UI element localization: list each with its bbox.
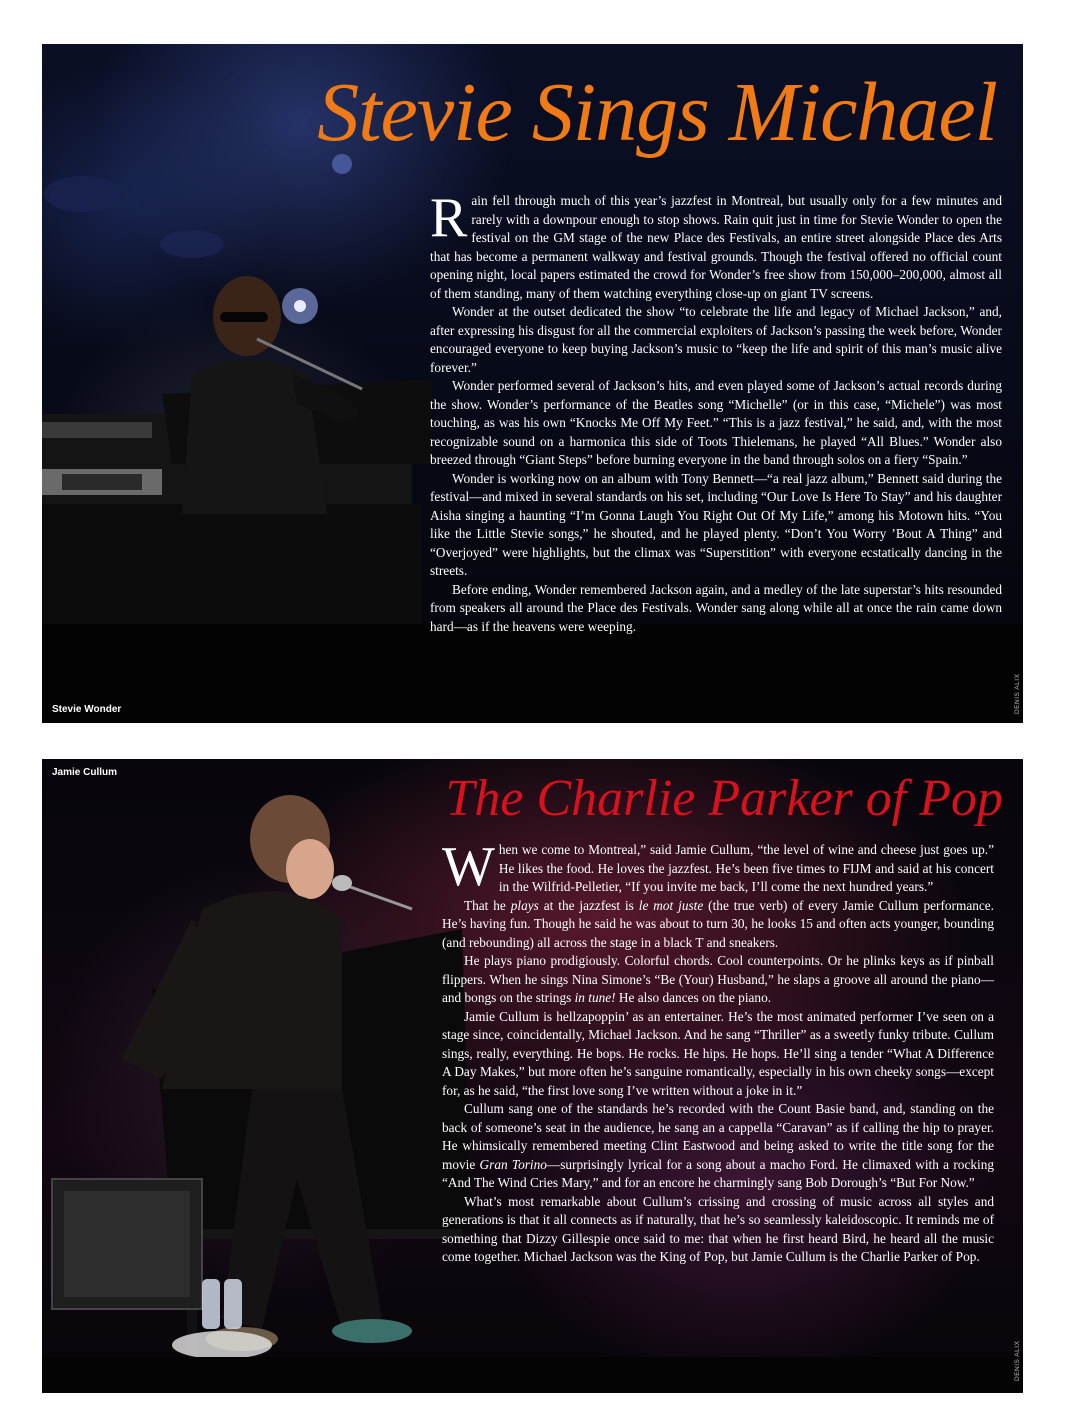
article-paragraph: Cullum sang one of the standards he’s recorded with the Count Basie band, and, standing on the back of someone’s seat in the audience, he sang an a cappella “Caravan” as if calling the hip to prayer. He whimsically remembered meeting Clint Eastwood and being asked to write the title song for the movie Gran Torino—surprisingly lyrical for a song about a macho Ford. He climaxed with a rocking “And The Wind Cries Mary,” and for an encore he charmingly sang Bob Dorough’s “But For Now.” bbox=[442, 1101, 994, 1190]
drop-cap: W bbox=[442, 836, 495, 898]
story-article bbox=[442, 836, 995, 1267]
story-article bbox=[430, 187, 1002, 636]
article-paragraph: Wonder performed several of Jackson’s hits, and even played some of Jackson’s actual records during the show. Wonder’s performance of the Beatles song “Michelle” (or in this case, “Michele”) was most touching, as was his own “Knocks Me Off My Feet.” “This is a jazz festival,” he said, and, with the most recognizable sound on a harmonica this side of Toots Thielemans, he played “All Blues.” Wonder also breezed through “Giant Steps” before burning everyone in the band through solos on a fiery “Spain.” bbox=[430, 378, 1002, 467]
article-paragraph: Wonder is working now on an album with Tony Bennett—“a real jazz album,” Bennett said during the festival—and mixed in several standards on his set, including “Our Love Is Here To Stay” and his daughter Aisha singing a haunting “I’m Gonna Laugh You Right Out Of My Life,” among his Motown hits. “You like the Little Stevie songs,” he shouted, and he played plenty. “Don’t You Worry ’Bout A Thing” and “Overjoyed” were highlights, but the climax was “Superstition” with everyone ecstatically dancing in the streets. bbox=[430, 470, 1002, 578]
article-paragraph: He plays piano prodigiously. Colorful chords. Cool counterpoints. Or he plinks keys as if pinball flippers. When he sings Nina Simone’s “Be (Your) Husband,” he slaps a groove all around the piano—and bongs on the strings in tune! He also dances on the piano. bbox=[442, 953, 994, 1005]
story-title: Stevie Sings Michael bbox=[317, 66, 997, 159]
photo-caption: Jamie Cullum bbox=[52, 767, 118, 778]
article-paragraph: When we come to Montreal,” said Jamie Cullum, “the level of wine and cheese just goes up.” He likes the food. He loves the jazzfest. He’s been five times to FIJM and said at his concert in the Wilfrid-Pelletier, “If you invite me back, I’ll come the next hundred years.” bbox=[442, 836, 994, 898]
article-paragraph: Rain fell through much of this year’s jazzfest in Montreal, but usually only for a few minutes and rarely with a downpour enough to stop shows. Rain quit just in time for Stevie Wonder to open the festival on the GM stage of the new Place des Festivals, an entire street alongside Place des Arts that has become a permanent walkway and festival grounds. Though the festival offered no official count opening night, local papers estimated the crowd for Wonder’s free show from 150,000–200,000, almost all of them standing, many of them watching everything close-up on giant TV screens. bbox=[430, 187, 1002, 301]
drop-cap: R bbox=[430, 187, 468, 249]
article-paragraph: Before ending, Wonder remembered Jackson again, and a medley of the late superstar’s hits resounded from speakers all around the Place des Festivals. Wonder sang along while all at once the rain came down hard—as if the heavens were weeping. bbox=[430, 581, 1002, 634]
article-paragraph: What’s most remarkable about Cullum’s crissing and crossing of music across all styles and generations is that it all connects as if naturally, that he’s so seamlessly kaleidoscopic. It reminds me of something that Dizzy Gillespie once said to me: that when he first heard Bird, he heard all the music come together. Michael Jackson was the King of Pop, but Jamie Cullum is the Charlie Parker of Pop. bbox=[442, 1193, 994, 1264]
stevie-wonder-story bbox=[42, 44, 1023, 723]
article-paragraph: That he plays at the jazzfest is le mot juste (the true verb) of every Jamie Cullum performance. He’s having fun. Though he said he was about to turn 30, he looks 15 and often acts younger, bounding (and rebounding) all across the stage in a black T and sneakers. bbox=[442, 897, 995, 950]
photo-credit: DENIS ALIX bbox=[1014, 673, 1021, 714]
photo-credit: DENIS ALIX bbox=[1014, 1340, 1021, 1381]
jamie-cullum-story bbox=[42, 759, 1023, 1393]
photo-caption: Stevie Wonder bbox=[52, 704, 122, 715]
story-title: The Charlie Parker of Pop bbox=[445, 770, 1003, 827]
article-paragraph: Jamie Cullum is hellzapoppin’ as an entertainer. He’s the most animated performer I’ve seen on a stage since, coincidentally, Michael Jackson. And he sang “Thriller” as a sweetly funky tribute. Cullum sings, really, everything. He bops. He rocks. He hips. He hops. He’ll sing a tender “What A Difference A Day Makes,” but more often he’s sanguine romantically, especially in his own cheeky songs—except for, as he said, “the first love song I’ve written without a joke in it.” bbox=[442, 1008, 994, 1098]
article-paragraph: Wonder at the outset dedicated the show “to celebrate the life and legacy of Michael Jackson,” and, after expressing his disgust for all the commercial exploiters of Jackson’s passing the week before, Wonder encouraged everyone to keep buying Jackson’s music to “keep the life and spirit of this man’s music alive forever.” bbox=[430, 304, 1002, 375]
